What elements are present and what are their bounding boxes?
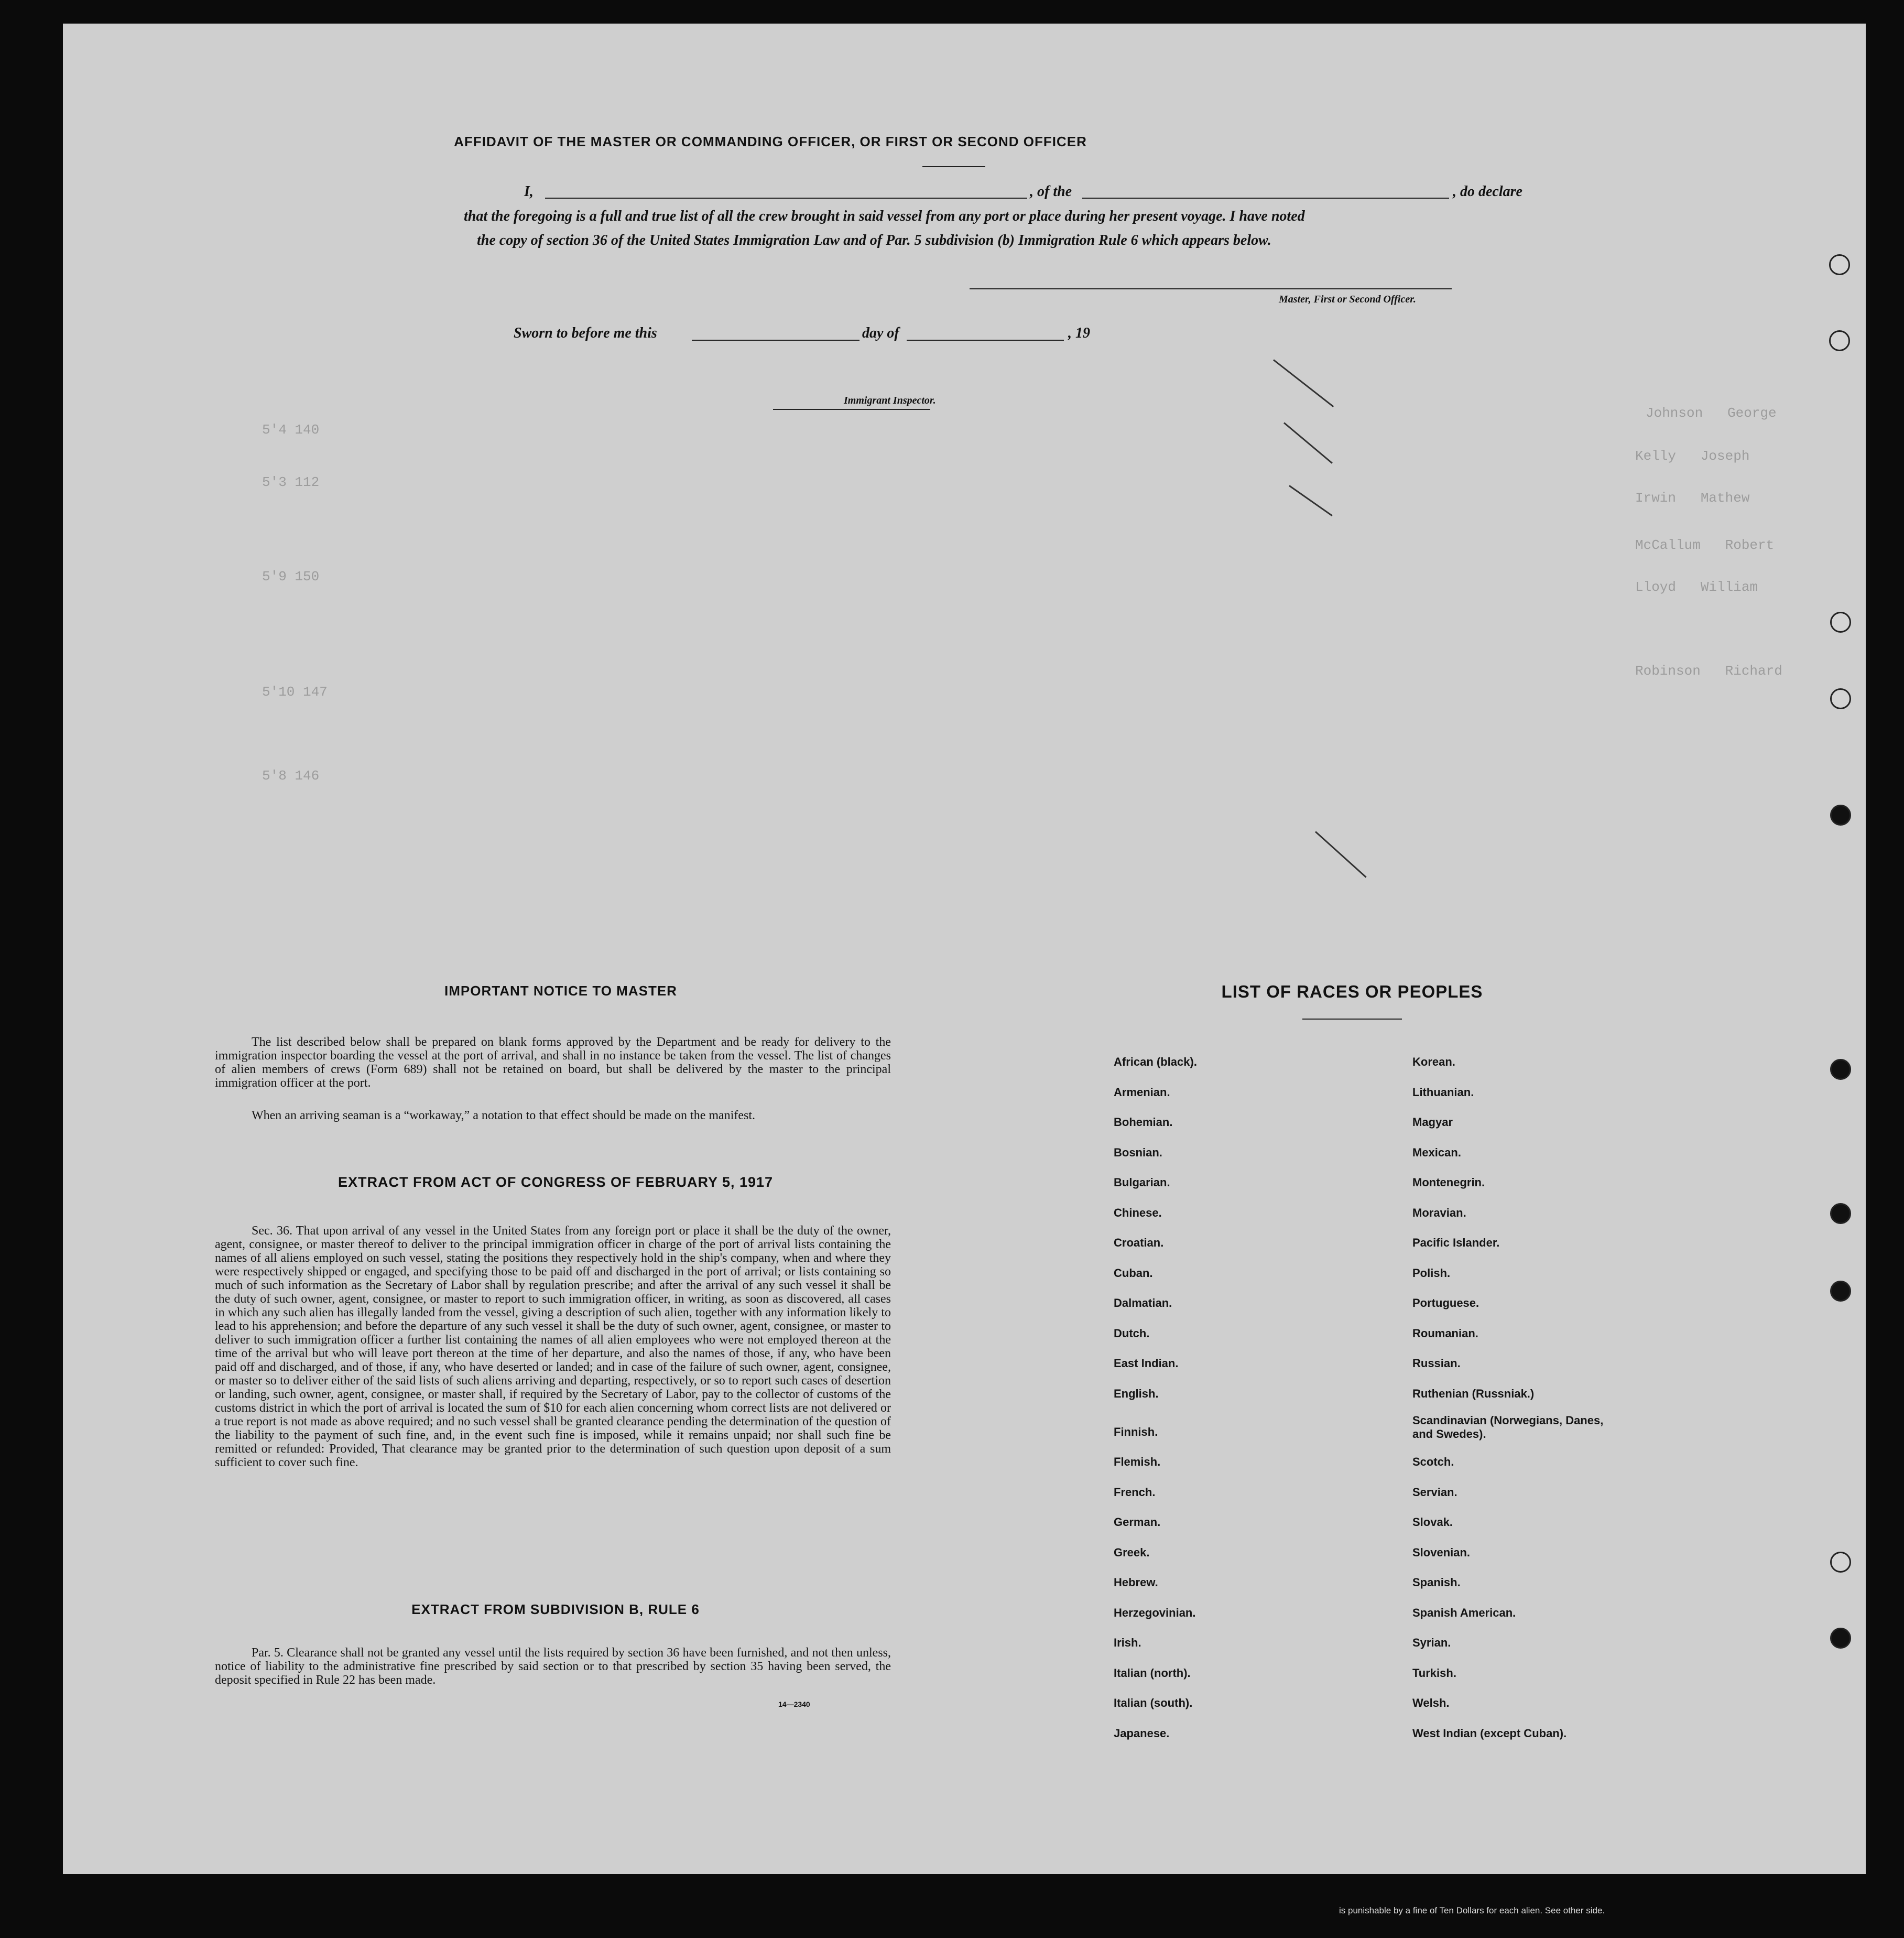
race-item: West Indian (except Cuban).	[1412, 1726, 1567, 1740]
race-item: Finnish.	[1114, 1425, 1158, 1438]
check-mark	[1289, 485, 1333, 516]
bleed-through-text: Johnson George	[1646, 405, 1777, 421]
race-item: Ruthenian (Russniak.)	[1412, 1387, 1535, 1400]
race-item: Roumanian.	[1412, 1326, 1478, 1340]
race-item: Portuguese.	[1412, 1296, 1479, 1309]
race-item: Servian.	[1412, 1485, 1457, 1499]
race-item: Bosnian.	[1114, 1145, 1162, 1159]
affidavit-i: I,	[524, 183, 534, 200]
race-item: Bulgarian.	[1114, 1176, 1170, 1189]
race-item: Slovenian.	[1412, 1545, 1471, 1559]
race-item: Syrian.	[1412, 1636, 1451, 1649]
sworn-day-of: day of	[862, 325, 899, 341]
affidavit-title: AFFIDAVIT OF THE MASTER OR COMMANDING OFFICER, OR FIRST OR SECOND OFFICER	[454, 134, 1087, 149]
notice-paragraph-1: The list described below shall be prepared on blank forms approved by the Department and be ready for delivery to the immigration inspector boarding the vessel at the port of arrival, and shall in no instance be taken from the vessel. The list of changes of alien members of crews (Form 689) shall not be retained on board, but shall be delivered by the master to the principal immigration officer at the port.	[215, 1035, 891, 1090]
race-item: Lithuanian.	[1412, 1085, 1474, 1099]
bleed-through-text: Lloyd William	[1635, 579, 1758, 595]
race-item: Herzegovinian.	[1114, 1606, 1196, 1619]
race-item: Turkish.	[1412, 1666, 1456, 1680]
act-section-36: Sec. 36. That upon arrival of any vessel in the United States from any foreign port or place it shall be the duty of the owner, agent, consignee, or master thereof to deliver to the principal immigration officer in charge of the port of arrival lists containing the names of all aliens employed on such vessel, stating the positions they respectively hold in the ship's company, when and where they were respectively shipped or engaged, and specifying those to be paid off and discharged in the port of arrival; or lists containing so much of such information as the Secretary of Labor shall by regulation prescribe; and after the arrival of any such vessel it shall be the duty of such owner, agent, consignee, or master to report to such immigration officer, in writing, as soon as discovered, all cases in which any such alien has illegally landed from the vessel, giving a description of such alien, together with any information likely to lead to his apprehension; and before the departure of any such vessel it shall be the duty of such owner, agent, consignee, or master to deliver to such immigration officer a further list containing the names of all alien employees who were not employed thereon at the time of the arrival but who will leave port thereon at the time of her departure, and also the names of those, if any, who have been paid off and discharged, and of those, if any, who have deserted or landed; and in case of the failure of such owner, agent, consignee, or master so to deliver either of the said lists of such aliens arriving and departing, respectively, or so to report such cases of desertion or landing, such owner, agent, consignee, or master shall, if required by the Secretary of Labor, pay to the collector of customs of the customs district in which the port of arrival is located the sum of $10 for each alien concerning whom correct lists are not delivered or a true report is not made as above required; and no such vessel shall be granted clearance pending the determination of the question of the liability to the payment of such fine, and, in the event such fine is imposed, while it remains unpaid; nor shall such fine be remitted or refunded: Provided, That clearance may be granted prior to the determination of such question upon deposit of a sum sufficient to cover such fine.	[215, 1224, 891, 1469]
notice-title: IMPORTANT NOTICE TO MASTER	[444, 983, 677, 999]
race-item: Welsh.	[1412, 1696, 1450, 1709]
sworn-year: , 19	[1068, 325, 1090, 341]
race-item: German.	[1114, 1515, 1161, 1529]
affidavit-declare: , do declare	[1453, 183, 1522, 200]
day-blank	[692, 340, 859, 341]
race-item: Italian (north).	[1114, 1666, 1191, 1680]
inspector-caption: Immigrant Inspector.	[844, 395, 936, 406]
race-item: Japanese.	[1114, 1726, 1170, 1740]
punch-hole	[1830, 1059, 1851, 1080]
affidavit-of-the: , of the	[1030, 183, 1072, 200]
manifest-sheet	[63, 24, 1866, 1874]
race-item: Spanish American.	[1412, 1606, 1516, 1619]
race-item: Cuban.	[1114, 1266, 1153, 1280]
bleed-through-text: Kelly Joseph	[1635, 448, 1750, 464]
race-item: Russian.	[1412, 1357, 1461, 1370]
race-item: Dutch.	[1114, 1326, 1150, 1340]
punch-hole	[1830, 1203, 1851, 1224]
form-number: 14—2340	[778, 1700, 810, 1708]
check-mark	[1283, 422, 1333, 463]
vessel-blank	[1082, 198, 1449, 199]
bleed-through-text: 5'8 146	[262, 768, 320, 784]
race-item: Moravian.	[1412, 1206, 1466, 1219]
races-title: LIST OF RACES OR PEOPLES	[1221, 982, 1483, 1001]
bleed-through-text: 5'9 150	[262, 569, 320, 584]
affidavit-line-2: that the foregoing is a full and true list of all the crew brought in said vessel from any port or place during her present voyage. I have noted	[464, 208, 1305, 224]
race-item: Montenegrin.	[1412, 1176, 1485, 1189]
punch-hole	[1829, 254, 1850, 275]
punch-hole	[1829, 330, 1850, 351]
act-title: EXTRACT FROM ACT OF CONGRESS OF FEBRUARY 5, 1917	[338, 1174, 774, 1190]
divider	[1302, 1019, 1402, 1020]
sworn-text: Sworn to before me this	[514, 325, 657, 341]
race-item: Polish.	[1412, 1266, 1451, 1280]
punch-hole	[1830, 805, 1851, 826]
check-mark	[1315, 831, 1367, 878]
race-item: English.	[1114, 1387, 1159, 1400]
punch-hole	[1830, 612, 1851, 633]
check-mark	[1273, 359, 1334, 407]
race-item: Croatian.	[1114, 1236, 1164, 1249]
rule6-title: EXTRACT FROM SUBDIVISION B, RULE 6	[411, 1601, 700, 1617]
race-item: Spanish.	[1412, 1576, 1461, 1589]
bleed-through-text: 5'4 140	[262, 422, 320, 438]
race-item: Chinese.	[1114, 1206, 1162, 1219]
race-item: Slovak.	[1412, 1515, 1453, 1529]
bleed-through-text: 5'3 112	[262, 474, 320, 490]
punch-hole	[1830, 1628, 1851, 1649]
rule6-paragraph: Par. 5. Clearance shall not be granted any vessel until the lists required by section 36 have been furnished, and not then unless, notice of liability to the administrative fine prescribed by said section or to that prescribed by section 35 having been served, the deposit specified in Rule 22 has been made.	[215, 1646, 891, 1687]
bleed-through-text: Irwin Mathew	[1635, 490, 1750, 506]
notice-paragraph-2: When an arriving seaman is a “workaway,” a notation to that effect should be made on the manifest.	[252, 1109, 755, 1122]
name-blank	[545, 198, 1027, 199]
race-item: Flemish.	[1114, 1455, 1161, 1468]
race-item: Pacific Islander.	[1412, 1236, 1500, 1249]
divider	[922, 166, 985, 167]
race-item: Bohemian.	[1114, 1116, 1173, 1129]
race-item: Irish.	[1114, 1636, 1141, 1649]
race-item: Hebrew.	[1114, 1576, 1158, 1589]
punch-hole	[1830, 1552, 1851, 1573]
race-item: Dalmatian.	[1114, 1296, 1172, 1309]
footer-note: is punishable by a fine of Ten Dollars for each alien. See other side.	[1339, 1905, 1605, 1915]
race-item: Scotch.	[1412, 1455, 1454, 1468]
race-item: Mexican.	[1412, 1145, 1461, 1159]
affidavit-line-3: the copy of section 36 of the United States Immigration Law and of Par. 5 subdivision (b) Immigration Rule 6 which appears below.	[477, 232, 1271, 248]
signature-blank	[970, 288, 1452, 289]
bleed-through-text: McCallum Robert	[1635, 537, 1775, 553]
bleed-through-text: 5'10 147	[262, 684, 328, 700]
punch-hole	[1830, 1281, 1851, 1302]
race-item: East Indian.	[1114, 1357, 1179, 1370]
race-item: Greek.	[1114, 1545, 1150, 1559]
punch-hole	[1830, 688, 1851, 709]
bleed-through-text: Robinson Richard	[1635, 663, 1782, 679]
race-item: Armenian.	[1114, 1085, 1170, 1099]
race-item: African (black).	[1114, 1055, 1197, 1068]
race-item: French.	[1114, 1485, 1156, 1499]
race-item: Italian (south).	[1114, 1696, 1193, 1709]
race-item: Korean.	[1412, 1055, 1455, 1068]
inspector-blank	[773, 409, 930, 410]
race-item: Scandinavian (Norwegians, Danes, and Swedes).	[1412, 1414, 1604, 1441]
signature-caption: Master, First or Second Officer.	[1279, 294, 1416, 305]
race-item: Magyar	[1412, 1116, 1453, 1129]
month-blank	[907, 340, 1064, 341]
